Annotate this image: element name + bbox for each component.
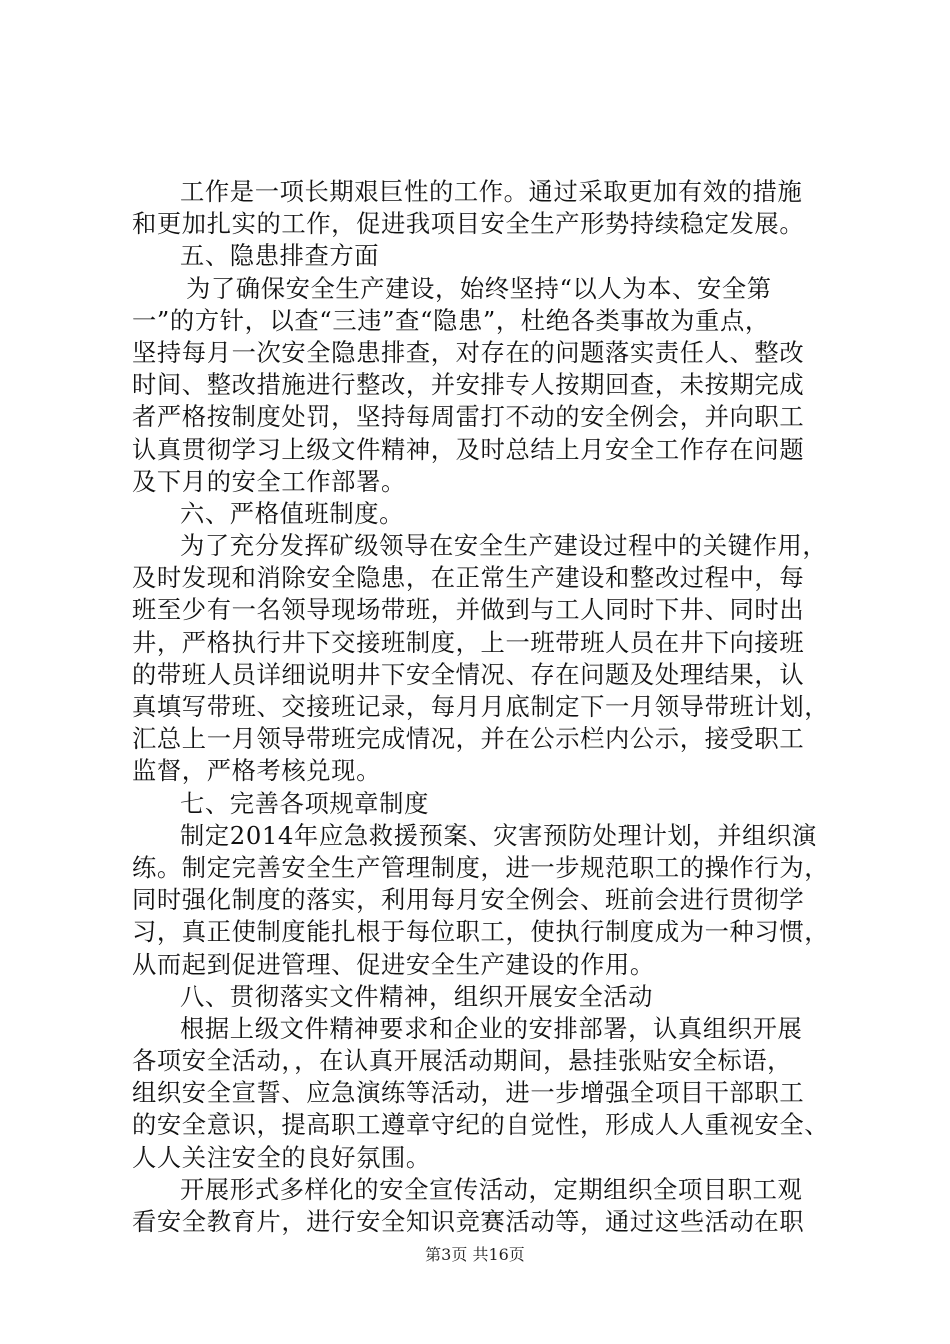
paragraph-line: 时间、整改措施进行整改，并安排专人按期回查，未按期完成 — [132, 370, 805, 400]
paragraph-line: 和更加扎实的工作，促进我项目安全生产形势持续稳定发展。 — [132, 209, 805, 239]
paragraph-line: 制定2014年应急救援预案、灾害预防处理计划，并组织演 — [180, 820, 817, 850]
paragraph-line: 班至少有一名领导现场带班，并做到与工人同时下井、同时出 — [132, 595, 805, 625]
paragraph-line: 监督，严格考核兑现。 — [132, 756, 381, 786]
paragraph-line: 看安全教育片，进行安全知识竞赛活动等，通过这些活动在职 — [132, 1207, 805, 1236]
paragraph-line: 同时强化制度的落实，利用每月安全例会、班前会进行贯彻学 — [132, 885, 805, 915]
section-heading: 七、完善各项规章制度 — [180, 788, 429, 818]
section-heading: 八、贯彻落实文件精神，组织开展安全活动 — [180, 981, 654, 1011]
paragraph-line: 的安全意识，提高职工遵章守纪的自觉性，形成人人重视安全、 — [132, 1110, 830, 1140]
paragraph-line: 从而起到促进管理、促进安全生产建设的作用。 — [132, 949, 655, 979]
paragraph-line: 一”的方针，以查“三违”查“隐患”，杜绝各类事故为重点， — [132, 305, 770, 335]
section-heading: 六、严格值班制度。 — [180, 498, 405, 528]
paragraph-line: 组织安全宣誓、应急演练等活动，进一步增强全项目干部职工 — [132, 1078, 805, 1108]
paragraph-line: 认真贯彻学习上级文件精神，及时总结上月安全工作存在问题 — [132, 434, 805, 464]
section-heading: 五、隐患排查方面 — [180, 241, 380, 271]
document-body — [132, 176, 830, 1238]
paragraph-line: 的带班人员详细说明井下安全情况、存在问题及处理结果，认 — [132, 659, 805, 689]
page-number-footer: 第3页 共16页 — [425, 1245, 525, 1264]
paragraph-line: 坚持每月一次安全隐患排查，对存在的问题落实责任人、整改 — [132, 337, 805, 367]
paragraph-line: 各项安全活动，，在认真开展活动期间，悬挂张贴安全标语， — [132, 1046, 793, 1076]
paragraph-line: 为了充分发挥矿级领导在安全生产建设过程中的关键作用， — [180, 531, 828, 561]
paragraph-line: 者严格按制度处罚，坚持每周雷打不动的安全例会，并向职工 — [132, 402, 805, 432]
paragraph-line: 工作是一项长期艰巨性的工作。通过采取更加有效的措施 — [180, 177, 803, 206]
paragraph-line: 井，严格执行井下交接班制度，上一班带班人员在井下向接班 — [132, 627, 805, 657]
paragraph-line: 及时发现和消除安全隐患，在正常生产建设和整改过程中，每 — [132, 563, 805, 593]
paragraph-line: 为了确保安全生产建设，始终坚持“以人为本、安全第 — [186, 273, 772, 303]
paragraph-line: 开展形式多样化的安全宣传活动，定期组织全项目职工观 — [180, 1174, 803, 1204]
paragraph-line: 根据上级文件精神要求和企业的安排部署，认真组织开展 — [180, 1013, 803, 1043]
paragraph-line: 真填写带班、交接班记录，每月月底制定下一月领导带班计划， — [132, 692, 830, 721]
paragraph-line: 及下月的安全工作部署。 — [132, 466, 406, 496]
paragraph-line: 人人关注安全的良好氛围。 — [132, 1142, 431, 1172]
paragraph-line: 习，真正使制度能扎根于每位职工，使执行制度成为一种习惯， — [132, 917, 830, 947]
paragraph-line: 练。制定完善安全生产管理制度，进一步规范职工的操作行为， — [132, 852, 830, 882]
paragraph-line: 汇总上一月领导带班完成情况，并在公示栏内公示，接受职工 — [132, 724, 805, 754]
